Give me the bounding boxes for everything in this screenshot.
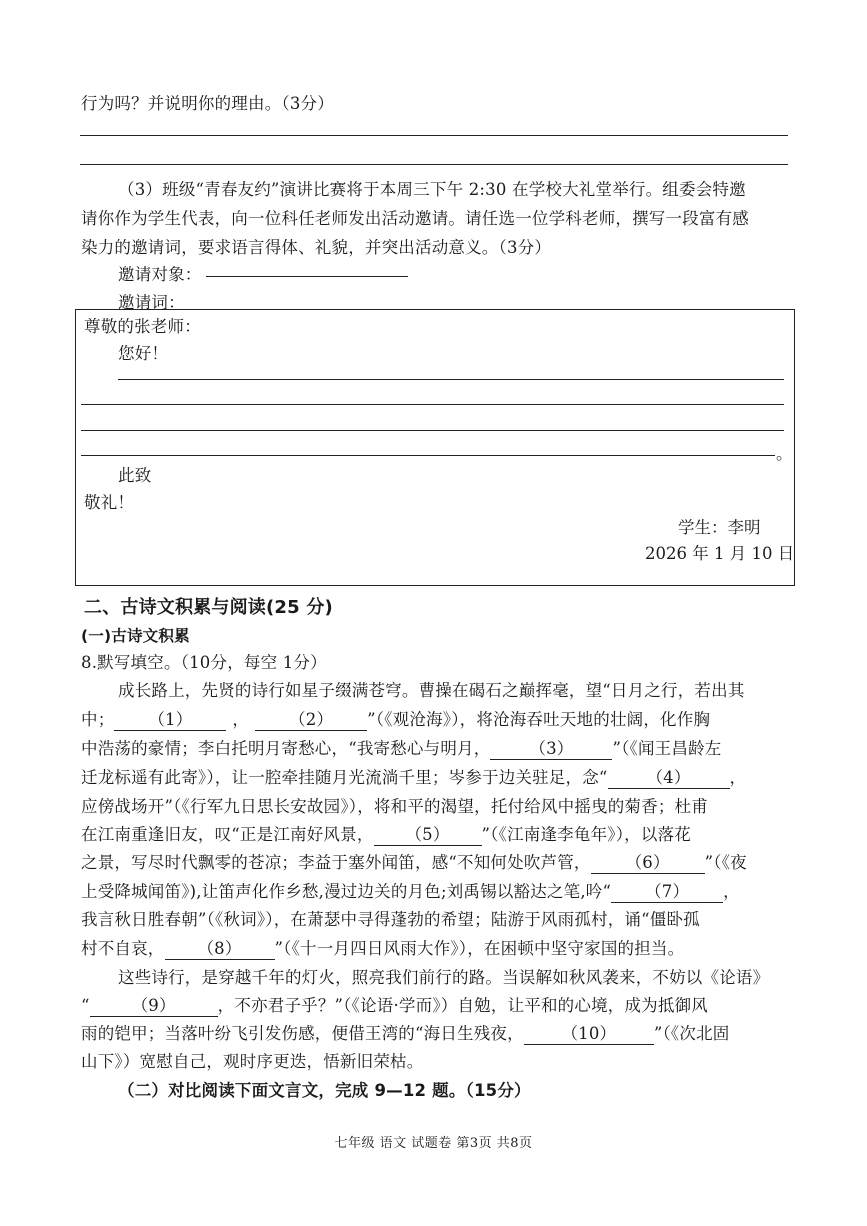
passage-line (81, 935, 684, 960)
passage-line (81, 849, 747, 874)
passage-text: ”（《闻王昌龄左 (612, 739, 722, 758)
answer-line[interactable] (80, 164, 788, 165)
fill-blank-10[interactable]: （10） (524, 1025, 654, 1045)
letter-signature: 学生：李明 (678, 518, 761, 537)
letter-writing-line[interactable] (81, 430, 784, 431)
passage-text: 上受降城闻笛》),让笛声化作乡愁,漫过边关的月色;刘禹锡以豁达之笔,吟“ (81, 882, 612, 901)
fill-blank-1[interactable]: （1） (114, 711, 226, 731)
passage-text: 在江南重逢旧友，叹“正是江南好风景， (81, 825, 374, 844)
letter-closing: 此致 (118, 466, 152, 485)
letter-writing-line[interactable] (118, 379, 784, 380)
passage-text: ”（《夜 (704, 853, 747, 872)
letter-date: 2026 年 1 月 10 日 (645, 544, 795, 563)
fill-blank-4[interactable]: （4） (608, 769, 730, 789)
passage-line (81, 706, 710, 731)
passage-line: 山下》）宽慰自己，观时序更迭，悟新旧荣枯。 (81, 1052, 424, 1071)
q2-tail-text: 行为吗？并说明你的理由。（3分） (81, 94, 334, 113)
answer-line[interactable] (80, 135, 788, 136)
passage-line: 我言秋日胜春朝”（《秋词》），在萧瑟中寻得蓬勃的希望；陆游于风雨孤村，诵“僵卧孤 (81, 910, 700, 929)
passage-line: 应傍战场开”（《行军九日思长安故园》），将和平的渴望，托付给风中摇曳的菊香；杜甫 (81, 797, 708, 816)
passage-line: 这些诗行，是穿越千年的灯火，照亮我们前行的路。当误解如秋风袭来，不妨以《论语》 (118, 968, 770, 987)
passage-line (81, 1020, 729, 1045)
passage-line: 成长路上，先贤的诗行如星子缀满苍穹。曹操在碣石之巅挥毫，望“日月之行，若出其 (118, 681, 745, 700)
fill-blank-3[interactable]: （3） (490, 740, 612, 760)
passage-text: 中浩荡的豪情；李白托明月寄愁心，“我寄愁心与明月， (81, 739, 491, 758)
fill-blank-8[interactable]: （8） (165, 940, 275, 960)
section-title: 二、古诗文积累与阅读(25 分) (84, 597, 333, 618)
passage-text: ， (723, 882, 740, 901)
fill-blank-2[interactable]: （2） (255, 711, 367, 731)
passage-text: ， (232, 710, 250, 729)
letter-writing-line[interactable] (81, 455, 775, 456)
question-8: 8.默写填空。（10分，每空 1分） (81, 653, 327, 672)
fill-blank-5[interactable]: （5） (374, 826, 482, 846)
q3-line: 染力的邀请词，要求语言得体、礼貌，并突出活动意义。（3分） (81, 238, 552, 257)
invite-target-input[interactable] (206, 276, 408, 277)
passage-line (81, 992, 708, 1017)
passage-text: 之景，写尽时代飘零的苍凉；李益于塞外闻笛，感“不知何处吹芦管， (81, 853, 591, 872)
fill-blank-9[interactable]: （9） (90, 997, 218, 1017)
passage-text: ”（《十一月四日风雨大作》），在困顿中坚守家国的担当。 (274, 939, 685, 958)
passage-text: 迁龙标遥有此寄》），让一腔牵挂随月光流淌千里；岑参于边关驻足，念“ (81, 768, 608, 787)
passage-line (81, 764, 746, 789)
passage-line (81, 821, 691, 846)
invite-words-label: 邀请词： (118, 293, 185, 312)
passage-text: ”（《观沧海》），将沧海吞吐天地的壮阔，化作胸 (367, 710, 711, 729)
passage-text: ”（《次北固 (653, 1024, 730, 1043)
passage-text: “ (81, 996, 90, 1015)
letter-writing-line[interactable] (81, 404, 784, 405)
passage-text: ”（《江南逢李龟年》），以落花 (481, 825, 691, 844)
letter-closing: 敬礼！ (84, 493, 135, 512)
passage-text: 中； (81, 710, 115, 729)
passage-text: 雨的铠甲；当落叶纷飞引发伤感，便借王湾的“海日生残夜， (81, 1024, 524, 1043)
fill-blank-7[interactable]: （7） (611, 883, 723, 903)
subsection-title: (一)古诗文积累 (81, 627, 190, 645)
letter-greeting: 您好！ (118, 344, 169, 363)
passage-text: ，不亦君子乎？”（《论语·学而》）自勉，让平和的心境，成为抵御风 (217, 996, 708, 1015)
passage-line (81, 878, 740, 903)
subsection-title: （二）对比阅读下面文言文，完成 9—12 题。（15分） (118, 1081, 531, 1100)
passage-text: ， (729, 768, 747, 787)
q3-line: 请你作为学生代表，向一位科任老师发出活动邀请。请任选一位学科老师，撰写一段富有感 (81, 209, 749, 228)
page-footer: 七年级 语文 试题卷 第3页 共8页 (334, 1136, 533, 1151)
invite-target-label: 邀请对象： (118, 265, 202, 284)
passage-text: 村不自哀， (81, 939, 165, 958)
passage-line (81, 735, 721, 760)
letter-period: 。 (776, 444, 793, 463)
fill-blank-6[interactable]: （6） (591, 854, 705, 874)
q3-line: （3）班级“青春友约”演讲比赛将于本周三下午 2:30 在学校大礼堂举行。组委会特邀 (118, 180, 746, 199)
letter-salutation: 尊敬的张老师： (84, 317, 201, 336)
